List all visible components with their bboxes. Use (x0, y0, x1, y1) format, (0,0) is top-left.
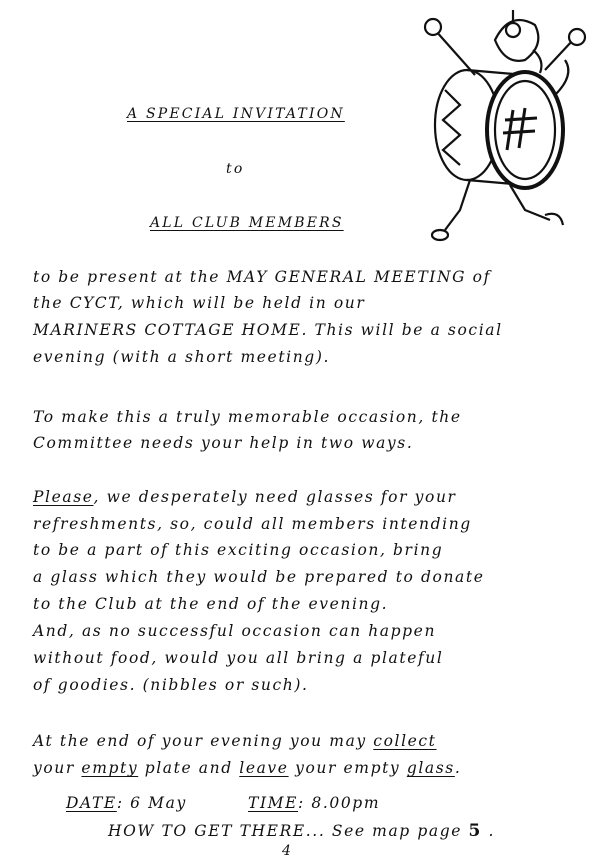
para3-line4: a glass which they would be prepared to donate (33, 568, 485, 586)
para1-line1: to be present at the MAY GENERAL MEETING of (33, 268, 491, 286)
para4-line1 (33, 732, 437, 750)
para3-line7: without food, would you all bring a plateful (33, 649, 444, 667)
para4-line2-c: your empty (288, 759, 407, 777)
heading-to: to (226, 161, 245, 177)
map-page-number: 5 (468, 821, 482, 841)
directions-end: . (481, 822, 496, 840)
heading-title: A SPECIAL INVITATION (127, 106, 345, 122)
time-label: TIME (248, 794, 299, 812)
para3-line5: to the Club at the end of the evening. (33, 595, 389, 613)
para3-line6: And, as no successful occasion can happen (33, 622, 437, 640)
date-label: DATE (66, 794, 117, 812)
para3-line1-rest: , we desperately need glasses for your (93, 488, 457, 506)
para3-line2: refreshments, so, could all members intending (33, 515, 472, 533)
date-line (66, 794, 187, 812)
leave-word: leave (239, 759, 289, 777)
please-word: Please (33, 488, 94, 506)
drummer-icon (415, 5, 595, 250)
page-number: 4 (282, 843, 293, 859)
para4-line2-b: plate and (138, 759, 240, 777)
directions-line (108, 821, 495, 841)
para4-line2-a: your (33, 759, 82, 777)
para3-line1 (33, 488, 457, 506)
para3-line8: of goodies. (nibbles or such). (33, 676, 309, 694)
empty-word: empty (81, 759, 139, 777)
para1-line4: evening (with a short meeting). (33, 348, 330, 366)
para2-line1: To make this a truly memorable occasion, the (33, 408, 462, 426)
para1-line3: MARINERS COTTAGE HOME. This will be a social (33, 321, 503, 339)
para1-line2: the CYCT, which will be held in our (33, 294, 366, 312)
time-line (248, 794, 380, 812)
para4-line1-text: At the end of your evening you may (33, 732, 374, 750)
time-value: : 8.00pm (298, 794, 381, 812)
date-value: : 6 May (116, 794, 187, 812)
para4-line2-d: . (454, 759, 462, 777)
para3-line3: to be a part of this exciting occasion, bring (33, 541, 444, 559)
directions-text: HOW TO GET THERE... See map page (108, 822, 469, 840)
para2-line2: Committee needs your help in two ways. (33, 434, 414, 452)
heading-audience: ALL CLUB MEMBERS (150, 215, 344, 231)
para4-line2 (33, 759, 461, 777)
collect-word: collect (373, 732, 437, 750)
glass-word: glass (406, 759, 455, 777)
